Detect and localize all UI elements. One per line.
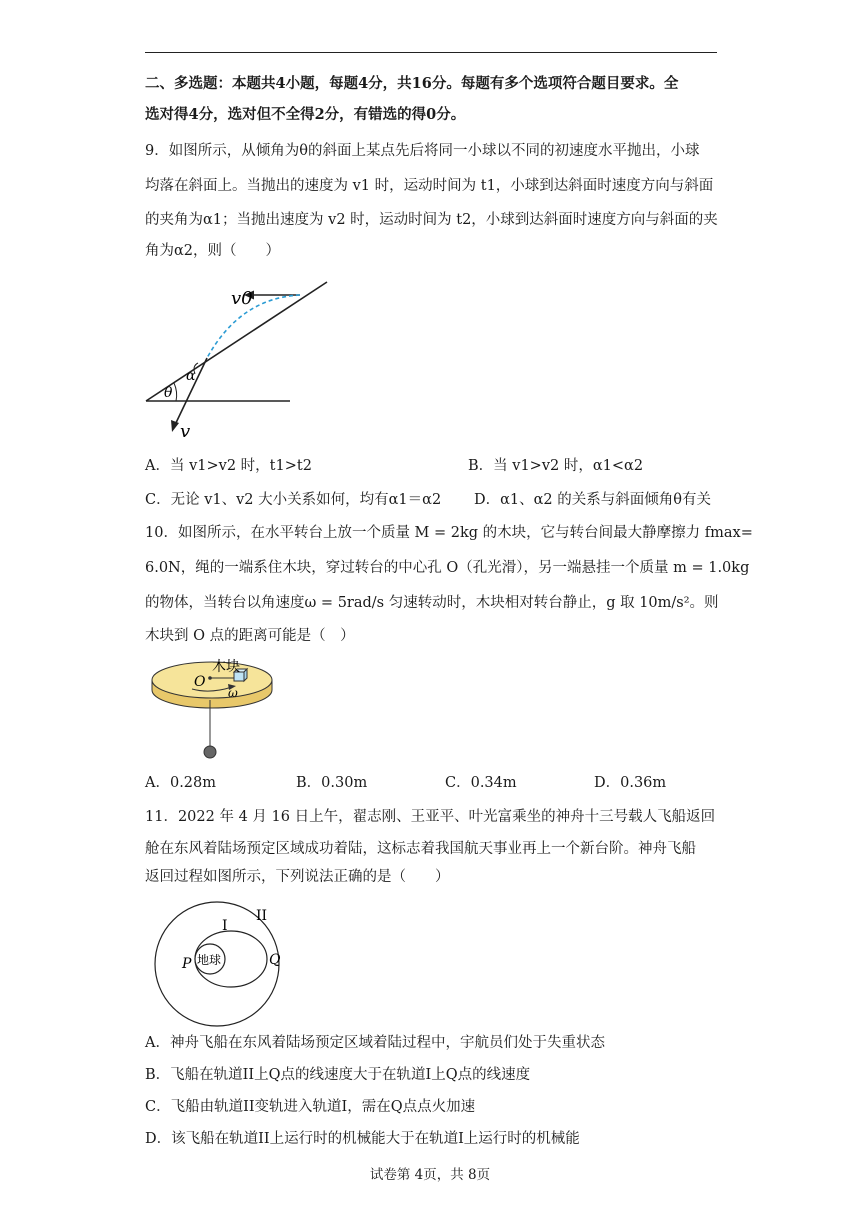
q11-text-line-1: 11．2022 年 4 月 16 日上午，翟志刚、王亚平、叶光富乘坐的神舟十三号载人飞船返回 [145,809,716,825]
q10-option-b: B．0.30m [296,775,368,791]
label-theta: θ [164,385,173,401]
q11-orbit-figure [140,900,290,1030]
trajectory-arc [207,295,300,358]
label-v: v [180,421,191,442]
velocity-arrowhead [171,420,179,432]
theta-arc [174,383,177,401]
q9-option-c: C．无论 v1、v2 大小关系如何，均有α1＝α2 [145,492,442,508]
q9-text-line-2: 均落在斜面上。当抛出的速度为 v1 时，运动时间为 t1，小球到达斜面时速度方向与斜面 [145,178,714,194]
label-block: 木块 [212,659,240,675]
q10-text-line-1: 10．如图所示，在水平转台上放一个质量 M = 2kg 的木块，它与转台间最大静摩擦力 fmax= [145,525,753,541]
q9-text-line-4: 角为α2，则（ ） [145,243,281,259]
q11-option-b: B．飞船在轨道II上Q点的线速度大于在轨道I上Q点的线速度 [145,1067,531,1083]
q11-text-line-3: 返回过程如图所示，下列说法正确的是（ ） [145,869,450,885]
q11-text-line-2: 舱在东风着陆场预定区域成功着陆，这标志着我国航天事业再上一个新台阶。神舟飞船 [145,841,696,857]
q10-option-a: A．0.28m [145,775,217,791]
q11-option-d: D．该飞船在轨道II上运行时的机械能大于在轨道I上运行时的机械能 [145,1131,580,1147]
label-v0: v0 [231,288,253,309]
q9-text-line-1: 9．如图所示，从倾角为θ的斜面上某点先后将同一小球以不同的初速度水平抛出，小球 [145,143,700,159]
q10-text-line-3: 的物体，当转台以角速度ω = 5rad/s 匀速转动时，木块相对转台静止，g 取 10m/s²。则 [145,595,719,611]
label-omega: ω [228,686,238,700]
q9-option-b: B．当 v1>v2 时，α1<α2 [468,458,644,474]
q9-text-line-3: 的夹角为α1；当抛出速度为 v2 时，运动时间为 t2，小球到达斜面时速度方向与斜面的夹 [145,212,718,228]
label-p: P [182,956,192,972]
q10-turntable-figure [148,650,278,765]
page-footer: 试卷第 4页，共 8页 [369,1167,491,1183]
label-q: Q [269,952,281,968]
q9-option-d: D．α1、α2 的关系与斜面倾角θ有关 [474,492,711,508]
q10-option-d: D．0.36m [594,775,667,791]
q10-option-c: C．0.34m [445,775,517,791]
section-header-line-1: 二、多选题：本题共4小题，每题4分，共16分。每题有多个选项符合题目要求。全 [145,75,679,92]
q11-option-c: C．飞船由轨道II变轨进入轨道I，需在Q点点火加速 [145,1099,476,1115]
label-ii: II [256,908,268,924]
center-hole [208,676,212,680]
q11-option-a: A．神舟飞船在东风着陆场预定区域着陆过程中，宇航员们处于失重状态 [145,1035,605,1051]
label-earth: 地球 [197,953,222,967]
label-alpha: α [186,368,196,384]
hanging-mass [204,746,216,758]
top-rule [145,52,717,53]
q10-text-line-4: 木块到 O 点的距离可能是（ ） [145,628,355,644]
q9-incline-figure [140,280,340,440]
q9-option-a: A．当 v1>v2 时，t1>t2 [145,458,312,474]
label-o: O [194,674,206,690]
q10-text-line-2: 6.0N，绳的一端系住木块，穿过转台的中心孔 O（孔光滑），另一端悬挂一个质量 m = 1.0kg [145,560,750,576]
label-i: I [222,918,228,934]
section-header-line-2: 选对得4分，选对但不全得2分，有错选的得0分。 [145,106,466,123]
